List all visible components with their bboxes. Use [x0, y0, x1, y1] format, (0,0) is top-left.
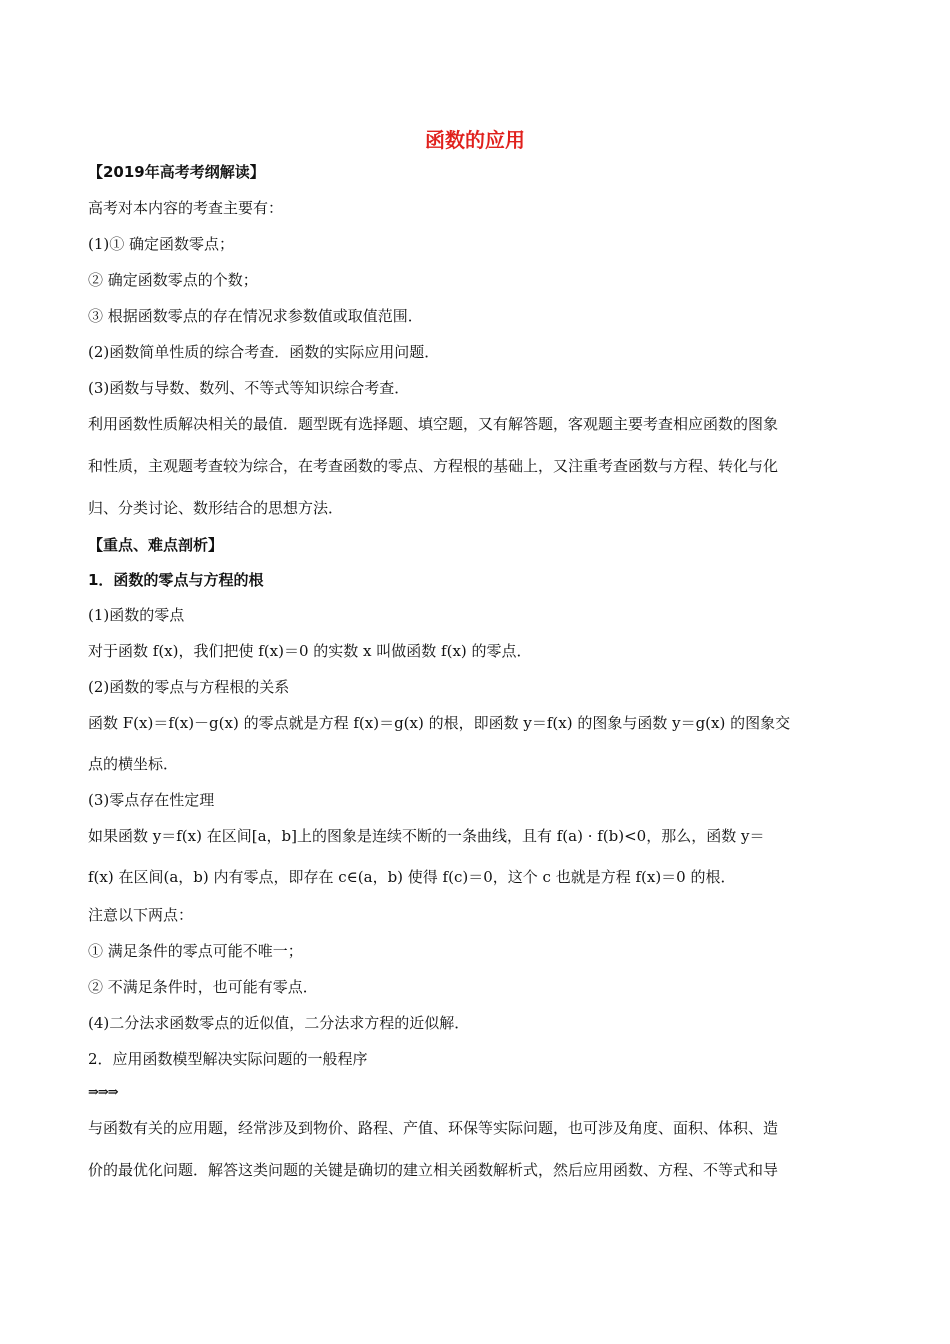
page-title: 函数的应用 [425, 128, 525, 152]
paragraph-line: (4)二分法求函数零点的近似值，二分法求方程的近似解． [88, 1014, 470, 1032]
section-heading: 【2019年高考考纲解读】 [88, 163, 265, 181]
paragraph-line: 2．应用函数模型解决实际问题的一般程序 [88, 1050, 368, 1068]
paragraph-line: ② 确定函数零点的个数； [88, 271, 258, 289]
subsection-heading: 1．函数的零点与方程的根 [88, 571, 264, 589]
paragraph-line: (2)函数的零点与方程根的关系 [88, 678, 290, 696]
paragraph-line: 对于函数 f(x)，我们把使 f(x)＝0 的实数 x 叫做函数 f(x) 的零点． [88, 642, 532, 660]
paragraph-line: (3)零点存在性定理 [88, 791, 215, 809]
paragraph-line: 归、分类讨论、数形结合的思想方法． [88, 499, 344, 517]
paragraph-line: 和性质，主观题考查较为综合，在考查函数的零点、方程根的基础上，又注重考查函数与方程、转化与化 [88, 457, 779, 475]
paragraph-line: ② 不满足条件时，也可能有零点． [88, 978, 318, 996]
paragraph-line: ① 满足条件的零点可能不唯一； [88, 942, 303, 960]
paragraph-line: ③ 根据函数零点的存在情况求参数值或取值范围． [88, 307, 423, 325]
paragraph-line: 与函数有关的应用题，经常涉及到物价、路程、产值、环保等实际问题，也可涉及角度、面积、体积、造 [88, 1119, 779, 1137]
paragraph-line: 点的横坐标． [88, 755, 179, 773]
paragraph-line: f(x) 在区间(a，b) 内有零点，即存在 c∈(a，b) 使得 f(c)＝0，这个 c 也就是方程 f(x)＝0 的根． [88, 868, 736, 886]
arrow-sequence: ⇒⇒⇒ [88, 1085, 118, 1100]
paragraph-line: 高考对本内容的考查主要有： [88, 199, 284, 217]
paragraph-line: 利用函数性质解决相关的最值．题型既有选择题、填空题，又有解答题，客观题主要考查相应函数的图象 [88, 415, 779, 433]
paragraph-line: 函数 F(x)＝f(x)－g(x) 的零点就是方程 f(x)＝g(x) 的根，即函数 y＝f(x) 的图象与函数 y＝g(x) 的图象交 [88, 714, 791, 732]
paragraph-line: 价的最优化问题．解答这类问题的关键是确切的建立相关函数解析式，然后应用函数、方程、不等式和导 [88, 1161, 779, 1179]
paragraph-line: (2)函数简单性质的综合考查．函数的实际应用问题． [88, 343, 440, 361]
paragraph-line: 如果函数 y＝f(x) 在区间[a，b]上的图象是连续不断的一条曲线，且有 f(a) · f(b)<0，那么，函数 y＝ [88, 827, 765, 845]
paragraph-line: (3)函数与导数、数列、不等式等知识综合考查． [88, 379, 410, 397]
paragraph-line: 注意以下两点： [88, 906, 194, 924]
paragraph-line: (1)函数的零点 [88, 606, 185, 624]
paragraph-line: (1)① 确定函数零点； [88, 235, 235, 253]
section-heading: 【重点、难点剖析】 [88, 536, 224, 554]
